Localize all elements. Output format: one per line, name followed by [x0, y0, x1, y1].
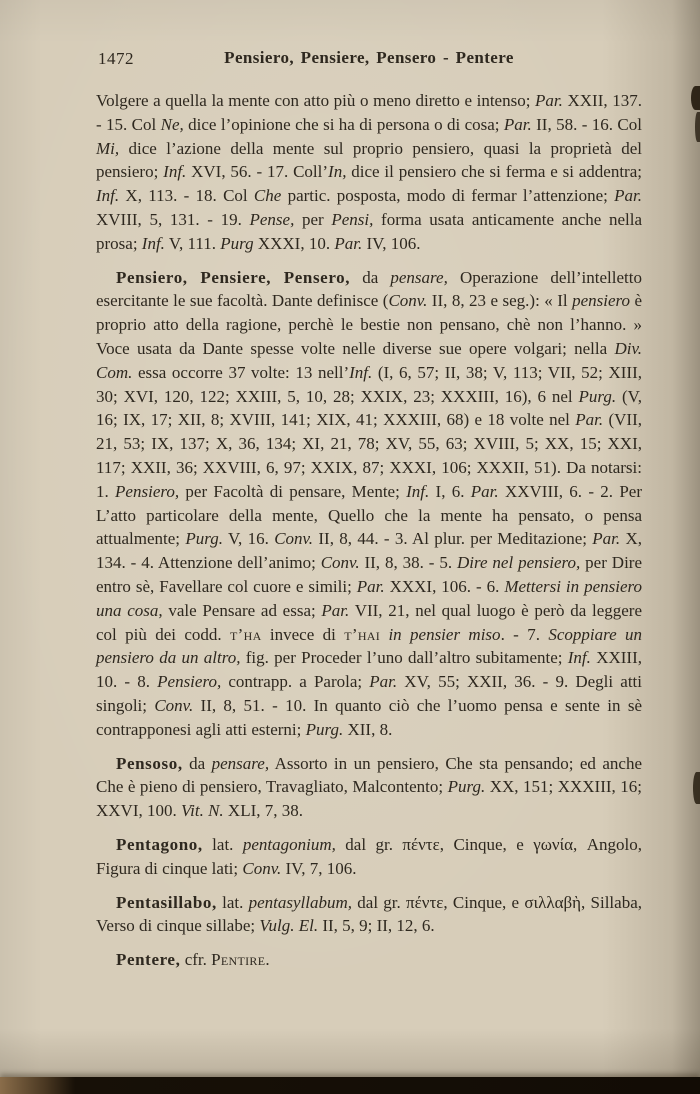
text-run: IV, 7, 106.	[281, 858, 357, 878]
page-body	[96, 89, 642, 972]
text-run: XX, 151; XXXIII, 16; XXVI, 100.	[96, 777, 642, 821]
text-run: dal gr. πέντε, Cinque, e γωνία, Angolo, Figura di cinque lati;	[96, 834, 642, 878]
text-run: Conv.	[320, 553, 360, 573]
text-run: (V, 16; IX, 17; XII, 8; XVIII, 141; XIX, 41; XXXIII, 68) e 18 volte nel	[96, 386, 642, 430]
text-run: per Dire entro sè, Favellare col cuore e simili;	[96, 553, 643, 596]
text-run: Assorto in un pensiero, Che sta pensando; ed anche Che è pieno di pensiero, Travagliato, Malcontento;	[96, 753, 643, 797]
text-run: XLI, 7, 38.	[223, 801, 303, 821]
text-run: II, 58. - 16. Col	[531, 114, 642, 134]
entry-pentagono	[96, 833, 642, 881]
text-run: Pensi,	[331, 209, 374, 229]
text-run: XVIII, 5, 131. - 19.	[96, 209, 250, 229]
entry-pensoso	[96, 752, 642, 823]
text-run: X, 134. - 4. Attenzione dell’animo;	[96, 529, 643, 573]
text-run: Inf.	[141, 233, 165, 253]
continuation-paragraph	[96, 89, 642, 256]
text-run: Dire nel pensiero,	[457, 553, 581, 573]
text-run: Inf.	[163, 162, 187, 182]
text-run: XXIII, 10. - 8.	[96, 648, 642, 692]
text-run: Purg.	[447, 777, 486, 797]
scan-shadow-bottom	[0, 1077, 700, 1094]
text-run: Volgere a quella la mente con atto più o meno diretto e intenso;	[96, 91, 536, 110]
text-run: II, 8, 38. - 5.	[359, 553, 457, 573]
text-run: .	[265, 950, 270, 970]
text-run: per	[294, 209, 332, 229]
text-run: Conv.	[388, 291, 428, 311]
text-run: (I, 6, 57; II, 38; V, 113; VII, 52; XIII, 30; XVI, 120, 122; XXIII, 5, 10, 28; XXIX, 23; XXXIII, 16), 6 nel	[96, 362, 642, 406]
text-run: . - 7.	[500, 624, 549, 644]
text-run: Pentagono,	[116, 834, 203, 854]
text-run: Purg	[220, 233, 254, 253]
text-run: in pensier miso	[388, 624, 501, 644]
text-run: Pentere,	[116, 950, 181, 970]
text-run: Inf.	[406, 481, 430, 501]
text-run: II, 8, 44. - 3. Al plur. per Meditazione;	[313, 529, 593, 549]
text-run: XII, 8.	[343, 719, 393, 739]
text-run: è proprio atto della ragione, perchè le bestie non pensano, chè non l’hanno. » Voce usata da Dante spesse volte nelle diverse sue opere volgari; nella	[96, 291, 642, 358]
page-number: 1472	[98, 49, 134, 68]
text-run: fig. per Proceder l’uno dall’altro subitamente;	[240, 648, 568, 668]
text-run: t’hai	[344, 624, 381, 644]
text-run: Conv.	[242, 858, 282, 878]
text-run: Purg.	[305, 719, 344, 739]
text-run: Conv.	[274, 529, 314, 549]
text-run: da	[350, 267, 391, 287]
text-run: Inf.	[349, 362, 373, 382]
entry-pentasillabo	[96, 891, 642, 939]
text-run: vale Pensare ad essa;	[162, 600, 322, 620]
text-run: XVI, 56. - 17. Coll’	[186, 162, 329, 182]
text-run: pensiero	[572, 291, 630, 311]
text-run: Par.	[503, 114, 532, 134]
text-run: lat.	[216, 892, 249, 912]
text-run: Purg.	[185, 529, 223, 549]
text-run: dal gr. πέντε, Cinque, e σιλλαβὴ, Sillaba, Verso di cinque sillabe;	[96, 892, 642, 936]
text-run: Mettersi in pensiero una cosa,	[96, 576, 643, 620]
text-run: In,	[328, 162, 347, 182]
text-run: Inf.	[96, 186, 120, 206]
text-run: Div. Com.	[96, 338, 642, 382]
text-run: XXVIII, 6. - 2. Per L’atto particolare della mente, Quello che la mente ha pensato, o pensa attualmente;	[96, 481, 642, 549]
text-run: II, 8, 51. - 10. In quanto ciò che l’uomo pensa e sente in sè contrapponesi agli atti esterni;	[96, 695, 642, 739]
text-run: Pensoso,	[116, 753, 183, 773]
text-run: da	[182, 753, 212, 773]
page-header	[96, 48, 642, 72]
text-run: dice il pensiero che si ferma e si addentra;	[346, 162, 642, 182]
text-run: forma usata anticamente anche nella prosa;	[96, 209, 642, 253]
text-run: Par.	[369, 672, 398, 692]
text-run: II, 5, 9; II, 12, 6.	[318, 916, 435, 936]
text-run: pensare,	[390, 267, 448, 287]
text-run: Par.	[535, 91, 563, 110]
text-run: Che	[253, 186, 282, 206]
text-run: dice l’azione della mente sul proprio pensiero, quasi la proprietà del pensiero;	[96, 138, 642, 182]
scan-artifact-binding-upper	[695, 112, 700, 142]
text-run: V, 111.	[164, 233, 221, 253]
text-run: pentasyllabum,	[248, 892, 353, 912]
text-run: (VII, 21, 53; IX, 137; X, 36, 134; XI, 21, 78; XV, 55, 63; XVIII, 5; XX, 15; XXI, 117; XXII, 36; XXVIII, 6, 97; XXIX, 87; XXXI, 106; XXXII, 51). Da notarsi: 1.	[96, 410, 643, 501]
text-run: cfr.	[180, 950, 212, 970]
text-run: XXXI, 106. - 6.	[384, 576, 505, 596]
text-run: partic. posposta, modo di fermar l’attenzione;	[281, 186, 615, 206]
scan-artifact-binding-middle	[693, 772, 700, 804]
text-run: V, 16.	[222, 529, 275, 549]
text-run: pensare,	[211, 753, 270, 773]
text-run: Par.	[592, 529, 621, 549]
text-run: Mi,	[96, 138, 120, 158]
text-run: Ne,	[160, 114, 184, 134]
text-run: IV, 106.	[362, 233, 421, 253]
text-run: XXII, 137. - 15. Col	[96, 91, 642, 134]
text-run: Pensiero,	[157, 672, 222, 692]
text-run: t’ha	[230, 624, 262, 644]
scan-artifact-binding-top	[691, 86, 700, 110]
text-run: I, 6.	[429, 481, 471, 501]
text-run: VII, 21, nel qual luogo è però da leggere col più dei codd.	[96, 600, 642, 644]
entry-pentere	[96, 948, 642, 972]
text-run: Pensiero,	[115, 481, 180, 501]
text-run: lat.	[202, 834, 243, 854]
entry-pensiero	[96, 266, 642, 742]
text-run: Inf.	[567, 648, 591, 668]
text-run: Par.	[470, 481, 499, 501]
text-run: Vit. N.	[181, 801, 224, 821]
text-run: invece di	[261, 624, 345, 644]
text-run: essa occorre 37 volte: 13 nell’	[132, 362, 350, 382]
text-run: XXXI, 10.	[253, 233, 335, 253]
text-run: Pensiero, Pensiere, Pensero,	[116, 267, 351, 287]
text-run: Par.	[614, 186, 642, 206]
text-run: Scoppiare un pensiero da un altro,	[96, 624, 642, 668]
text-run: Purg.	[578, 386, 617, 406]
text-run: pentagonium,	[242, 834, 336, 854]
text-run: Vulg. El.	[259, 916, 319, 936]
text-run: Par.	[575, 410, 604, 430]
text-run: per Facoltà di pensare, Mente;	[179, 481, 407, 501]
text-run: X, 113. - 18. Col	[119, 186, 254, 206]
text-run: Conv.	[154, 695, 194, 715]
text-run: Pentire	[211, 950, 266, 970]
text-run: Pense,	[249, 209, 295, 229]
text-run: Par.	[356, 576, 385, 596]
text-run: Par.	[321, 600, 350, 620]
running-head: Pensiero, Pensiere, Pensero - Pentere	[224, 48, 514, 67]
text-run: Par.	[334, 233, 363, 253]
text-run: II, 8, 23 e seg.): « Il	[427, 291, 573, 311]
text-run: Pentasillabo,	[116, 892, 217, 912]
text-run: dice l’opinione che si ha di persona o di cosa;	[183, 114, 504, 134]
text-run: XV, 55; XXII, 36. - 9. Degli atti singoli;	[96, 672, 642, 715]
text-run: Operazione dell’intelletto esercitante le sue facoltà. Dante definisce (	[96, 267, 642, 311]
text-run: contrapp. a Parola;	[221, 672, 370, 692]
